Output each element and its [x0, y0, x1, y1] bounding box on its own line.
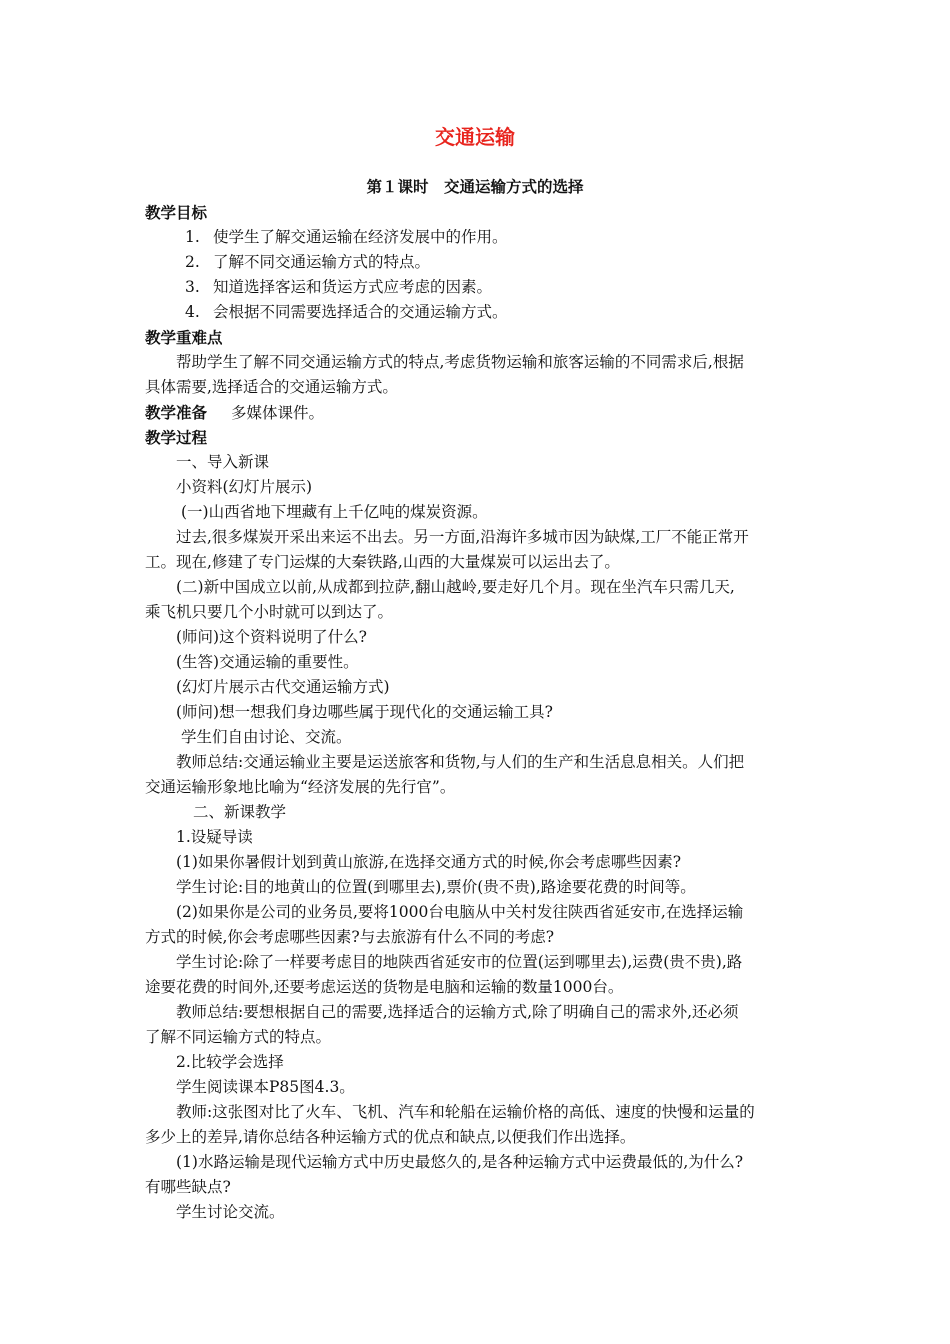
paragraph-line: 过去,很多煤炭开采出来运不出去。另一方面,沿海许多城市因为缺煤,工厂不能正常开 — [176, 528, 749, 546]
paragraph-line: 学生讨论:目的地黄山的位置(到哪里去),票价(贵不贵),路途要花费的时间等。 — [176, 878, 696, 896]
paragraph-line: 具体需要,选择适合的交通运输方式。 — [145, 378, 398, 396]
preparation-line — [145, 400, 813, 425]
paragraph-line: (师问)想一想我们身边哪些属于现代化的交通运输工具? — [176, 703, 553, 721]
paragraph-line: (幻灯片展示古代交通运输方式) — [176, 678, 390, 696]
document-body — [145, 200, 813, 1225]
goal-item: 4. 会根据不同需要选择适合的交通运输方式。 — [185, 303, 508, 321]
paragraph-line: (师问)这个资料说明了什么? — [176, 628, 367, 646]
lesson-subtitle: 第１课时 交通运输方式的选择 — [366, 177, 584, 196]
paragraph-line: 多少上的差异,请你总结各种运输方式的优点和缺点,以便我们作出选择。 — [145, 1128, 636, 1146]
process-heading: 教学过程 — [145, 428, 208, 447]
goal-item: 2. 了解不同交通运输方式的特点。 — [185, 253, 431, 271]
goal-item: 1. 使学生了解交通运输在经济发展中的作用。 — [185, 228, 508, 246]
document-title: 交通运输 — [435, 125, 515, 149]
paragraph-line: 学生讨论:除了一样要考虑目的地陕西省延安市的位置(运到哪里去),运费(贵不贵),路 — [176, 953, 743, 971]
goals-heading: 教学目标 — [145, 203, 208, 222]
paragraph-line: 教师总结:交通运输业主要是运送旅客和货物,与人们的生产和生活息息相关。人们把 — [176, 753, 745, 771]
paragraph-line: 帮助学生了解不同交通运输方式的特点,考虑货物运输和旅客运输的不同需求后,根据 — [176, 353, 744, 371]
paragraph-line: (一)山西省地下埋藏有上千亿吨的煤炭资源。 — [181, 503, 488, 521]
paragraph-line: (生答)交通运输的重要性。 — [176, 653, 359, 671]
preparation-text: 多媒体课件。 — [231, 404, 325, 422]
paragraph-line: (1)如果你暑假计划到黄山旅游,在选择交通方式的时候,你会考虑哪些因素? — [176, 853, 682, 871]
paragraph-line: 学生阅读课本P85图4.3。 — [176, 1078, 355, 1096]
key-points-heading: 教学重难点 — [145, 328, 223, 347]
paragraph-line: (1)水路运输是现代运输方式中历史最悠久的,是各种运输方式中运费最低的,为什么? — [176, 1153, 744, 1171]
paragraph-line: 了解不同运输方式的特点。 — [145, 1028, 332, 1046]
section-heading: 一、导入新课 — [176, 453, 270, 471]
paragraph-line: 有哪些缺点? — [145, 1178, 231, 1196]
paragraph-line: 途要花费的时间外,还要考虑运送的货物是电脑和运输的数量1000台。 — [145, 978, 624, 996]
paragraph-line: 学生们自由讨论、交流。 — [181, 728, 352, 746]
paragraph-line: 交通运输形象地比喻为“经济发展的先行官”。 — [145, 778, 456, 796]
paragraph-line: 1.设疑导读 — [176, 828, 253, 846]
paragraph-line: (二)新中国成立以前,从成都到拉萨,翻山越岭,要走好几个月。现在坐汽车只需几天, — [176, 578, 735, 596]
paragraph-line: 乘飞机只要几个小时就可以到达了。 — [145, 603, 394, 621]
paragraph-line: (2)如果你是公司的业务员,要将1000台电脑从中关村发往陕西省延安市,在选择运输 — [176, 903, 744, 921]
paragraph-line: 2.比较学会选择 — [176, 1053, 284, 1071]
section-heading: 二、新课教学 — [193, 803, 287, 821]
paragraph-line: 教师:这张图对比了火车、飞机、汽车和轮船在运输价格的高低、速度的快慢和运量的 — [176, 1103, 755, 1121]
paragraph-line: 教师总结:要想根据自己的需要,选择适合的运输方式,除了明确自己的需求外,还必须 — [176, 1003, 739, 1021]
paragraph-line: 方式的时候,你会考虑哪些因素?与去旅游有什么不同的考虑? — [145, 928, 555, 946]
preparation-heading: 教学准备 — [145, 403, 208, 422]
goal-item: 3. 知道选择客运和货运方式应考虑的因素。 — [185, 278, 493, 296]
paragraph-line: 小资料(幻灯片展示) — [176, 478, 313, 496]
paragraph-line: 工。现在,修建了专门运煤的大秦铁路,山西的大量煤炭可以运出去了。 — [145, 553, 620, 571]
paragraph-line: 学生讨论交流。 — [176, 1203, 285, 1221]
